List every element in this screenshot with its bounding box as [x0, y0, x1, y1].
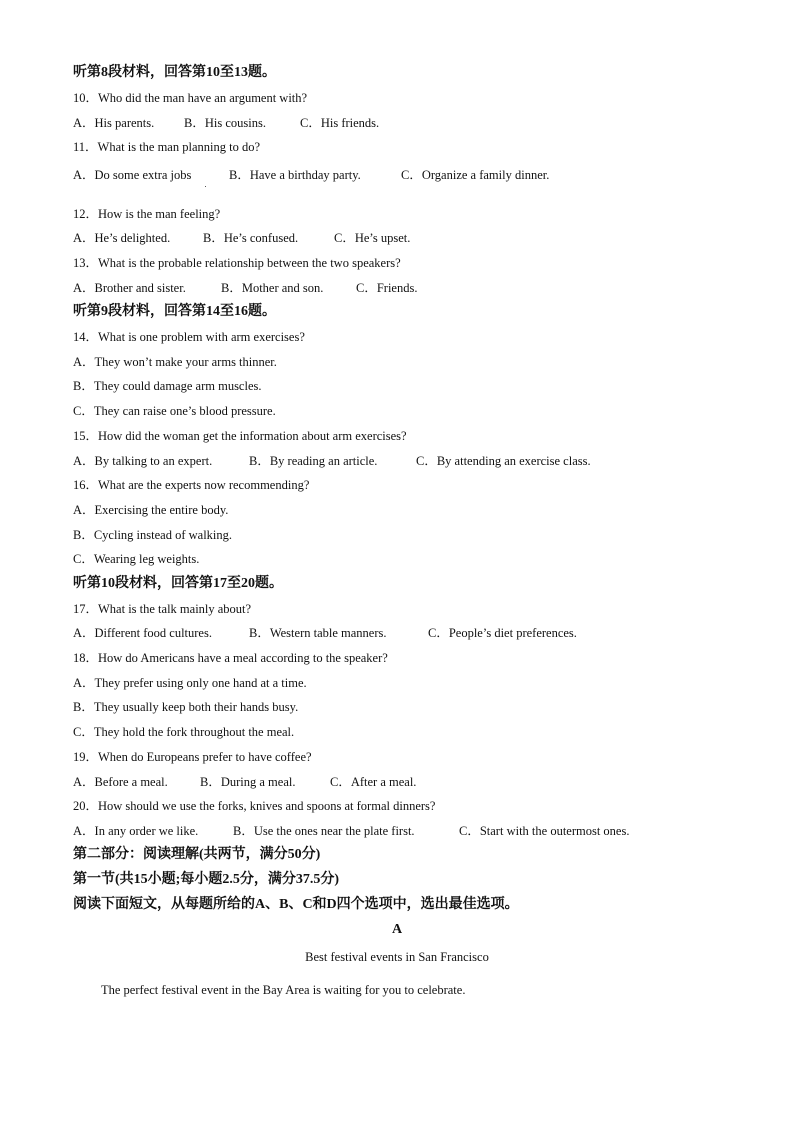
- option-a: A．His parents.: [73, 116, 155, 130]
- section-header-9: 听第9段材料，回答第14至16题。: [73, 304, 276, 319]
- option-b: B．Mother and son.: [221, 281, 324, 295]
- part2-instruction: 阅读下面短文，从每题所给的A、B、C和D四个选项中，选出最佳选项。: [73, 897, 519, 912]
- option-a: A．Brother and sister.: [73, 281, 186, 295]
- option-16-a: A．Exercising the entire body.: [73, 503, 229, 517]
- option-14-a: A．They won’t make your arms thinner.: [73, 355, 277, 369]
- option-14-c: C．They can raise one’s blood pressure.: [73, 404, 276, 418]
- option-b: B．He’s confused.: [203, 231, 299, 245]
- question-18: 18．How do Americans have a meal according to the speaker?: [73, 651, 388, 665]
- option-b: B．His cousins.: [184, 116, 266, 130]
- option-a: A．In any order we like.: [73, 824, 199, 838]
- question-11: 11．What is the man planning to do?: [73, 140, 260, 154]
- section-header-8: 听第8段材料，回答第10至13题。: [73, 65, 276, 80]
- option-c: C．Friends.: [356, 281, 418, 295]
- option-b: B．Western table manners.: [249, 626, 387, 640]
- question-16: 16．What are the experts now recommending?: [73, 478, 310, 492]
- option-a: A．By talking to an expert.: [73, 454, 213, 468]
- option-a: A．Before a meal.: [73, 775, 168, 789]
- option-b: B．By reading an article.: [249, 454, 378, 468]
- option-c: C．His friends.: [300, 116, 380, 130]
- question-10: 10．Who did the man have an argument with?: [73, 91, 308, 105]
- stray-dot: [205, 186, 206, 187]
- question-14: 14．What is one problem with arm exercises?: [73, 330, 305, 344]
- option-c: C．Organize a family dinner.: [401, 168, 550, 182]
- option-b: B．During a meal.: [200, 775, 296, 789]
- option-18-a: A．They prefer using only one hand at a time.: [73, 676, 307, 690]
- option-16-b: B．Cycling instead of walking.: [73, 528, 233, 542]
- option-a: A．Do some extra jobs: [73, 168, 192, 182]
- question-15: 15．How did the woman get the information about arm exercises?: [73, 429, 407, 443]
- option-c: C．People’s diet preferences.: [428, 626, 577, 640]
- option-c: C．After a meal.: [330, 775, 417, 789]
- option-14-b: B．They could damage arm muscles.: [73, 379, 262, 393]
- option-18-c: C．They hold the fork throughout the meal.: [73, 725, 295, 739]
- question-19: 19．When do Europeans prefer to have coffee?: [73, 750, 312, 764]
- part2-title: 第二部分：阅读理解(共两节，满分50分): [73, 847, 321, 862]
- passage-intro: The perfect festival event in the Bay Area is waiting for you to celebrate.: [101, 983, 466, 997]
- option-b: B．Use the ones near the plate first.: [233, 824, 415, 838]
- question-20: 20．How should we use the forks, knives and spoons at formal dinners?: [73, 799, 436, 813]
- option-a: A．Different food cultures.: [73, 626, 212, 640]
- passage-label: A: [391, 922, 403, 937]
- question-17: 17．What is the talk mainly about?: [73, 602, 252, 616]
- part2-section1: 第一节(共15小题;每小题2.5分，满分37.5分): [73, 872, 339, 887]
- option-c: C．He’s upset.: [334, 231, 411, 245]
- option-c: C．Start with the outermost ones.: [459, 824, 630, 838]
- option-b: B．Have a birthday party.: [229, 168, 361, 182]
- passage-title: Best festival events in San Francisco: [305, 950, 489, 964]
- question-13: 13．What is the probable relationship between the two speakers?: [73, 256, 401, 270]
- option-a: A．He’s delighted.: [73, 231, 171, 245]
- option-16-c: C．Wearing leg weights.: [73, 552, 200, 566]
- option-18-b: B．They usually keep both their hands busy.: [73, 700, 299, 714]
- section-header-10: 听第10段材料，回答第17至20题。: [73, 576, 283, 591]
- option-c: C．By attending an exercise class.: [416, 454, 591, 468]
- question-12: 12．How is the man feeling?: [73, 207, 221, 221]
